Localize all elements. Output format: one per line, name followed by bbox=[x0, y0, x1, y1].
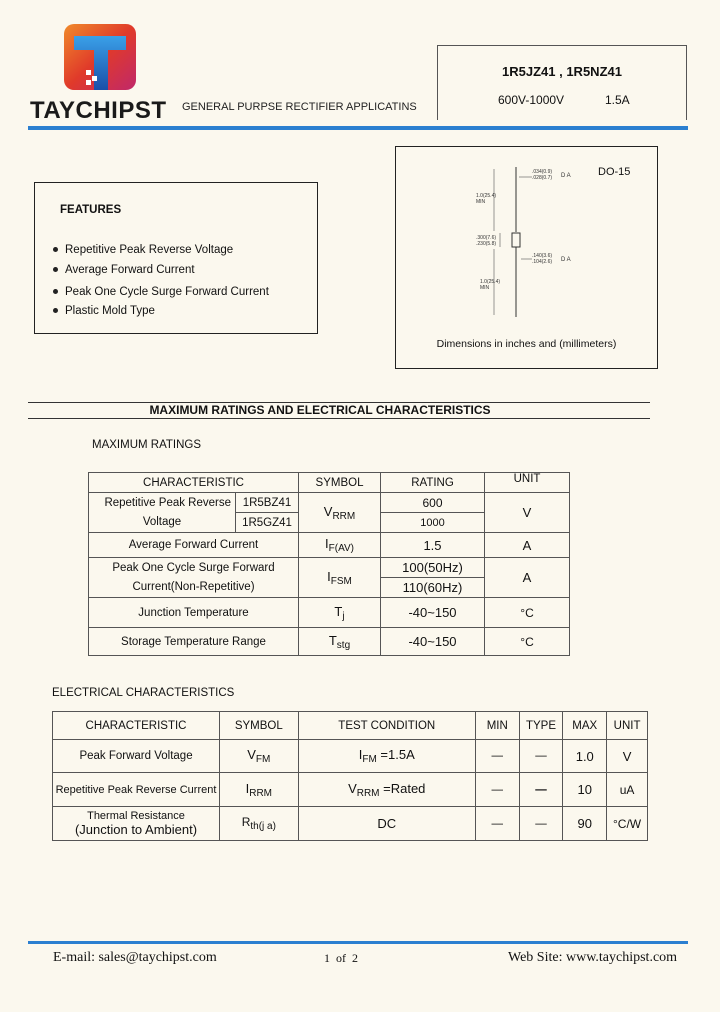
bullet-icon bbox=[53, 267, 58, 272]
rating-cell: 1000 bbox=[381, 513, 485, 533]
char-cell: Peak Forward Voltage bbox=[53, 740, 220, 773]
electrical-table bbox=[52, 711, 648, 841]
features-box bbox=[34, 182, 318, 334]
type-cell: — bbox=[519, 807, 563, 841]
rating-cell: -40~150 bbox=[381, 628, 485, 656]
symbol-cell: $I_{FSM}$ bbox=[299, 558, 381, 598]
max-ratings-table bbox=[88, 472, 570, 656]
min-cell: — bbox=[475, 807, 519, 841]
package-name: DO-15 bbox=[598, 166, 631, 178]
bullet-icon bbox=[53, 247, 58, 252]
part-numbers: 1R5JZ41 , 1R5NZ41 bbox=[502, 64, 622, 79]
symbol-cell: $T_{stg}$ bbox=[299, 628, 381, 656]
logo-mark-icon bbox=[60, 22, 140, 94]
header-cell: SYMBOL bbox=[299, 473, 381, 493]
part-number-box bbox=[437, 45, 687, 120]
char-line: Thermal Resistance bbox=[87, 810, 185, 822]
min-cell: — bbox=[475, 740, 519, 773]
symbol-cell: $I_{RRM}$ bbox=[220, 773, 299, 807]
package-drawing bbox=[396, 147, 657, 368]
table-row bbox=[89, 598, 570, 628]
footer-divider bbox=[28, 941, 688, 944]
table-header-row bbox=[53, 712, 648, 740]
header-subtitle: GENERAL PURPSE RECTIFIER APPLICATINS bbox=[182, 101, 417, 113]
feature-item: Repetitive Peak Reverse Voltage bbox=[53, 244, 233, 256]
char-cell: Average Forward Current bbox=[89, 533, 299, 558]
header-cell: UNIT bbox=[485, 473, 570, 493]
char-cell: Voltage bbox=[89, 513, 236, 533]
section-title: MAXIMUM RATINGS AND ELECTRICAL CHARACTERISTICS bbox=[149, 403, 491, 417]
unit-cell: V bbox=[485, 493, 570, 533]
max-cell: 10 bbox=[563, 773, 607, 807]
type-cell: — bbox=[519, 740, 563, 773]
symbol-cell: $V_{RRM}$ bbox=[299, 493, 381, 533]
footer-website[interactable]: Web Site: www.taychipst.com bbox=[508, 950, 678, 965]
header-cell: MAX bbox=[563, 712, 607, 740]
table-row bbox=[89, 628, 570, 656]
symbol-cell: $V_{FM}$ bbox=[220, 740, 299, 773]
header-divider bbox=[28, 126, 688, 130]
spec-voltage: 600V-1000V bbox=[498, 93, 565, 107]
table-row bbox=[53, 740, 648, 773]
feature-item: Average Forward Current bbox=[53, 264, 195, 276]
part-cell: 1R5BZ41 bbox=[236, 493, 299, 513]
char-line: (Junction to Ambient) bbox=[74, 822, 198, 837]
char-cell: Repetitive Peak Reverse bbox=[89, 493, 236, 513]
char-cell: Repetitive Peak Reverse Current bbox=[53, 773, 220, 807]
table-header-row bbox=[89, 473, 570, 493]
diode-body bbox=[512, 233, 520, 247]
unit-cell: V bbox=[607, 740, 648, 773]
dim-body-len: .300(7.6) .230(5.8) bbox=[476, 235, 497, 247]
condition-cell: $V_{RRM}$ =Rated bbox=[298, 773, 475, 807]
symbol-cell: $R_{th(j a)}$ bbox=[220, 807, 299, 841]
condition-cell: $I_{FM} =1.5A$ bbox=[298, 740, 475, 773]
electrical-label: ELECTRICAL CHARACTERISTICS bbox=[52, 687, 235, 699]
rating-cell: 100(50Hz) bbox=[381, 558, 485, 578]
char-cell: Storage Temperature Range bbox=[89, 628, 299, 656]
max-cell: 90 bbox=[563, 807, 607, 841]
dim-lead-dia: .034(0.9) .028(0.7) bbox=[532, 169, 553, 181]
package-caption: Dimensions in inches and (millimeters) bbox=[436, 338, 617, 350]
feature-item: Plastic Mold Type bbox=[53, 305, 155, 317]
section-rule-bottom bbox=[28, 418, 650, 419]
feature-item: Peak One Cycle Surge Forward Current bbox=[53, 286, 269, 298]
table-row bbox=[53, 807, 648, 841]
type-cell: — bbox=[519, 773, 563, 807]
table-row bbox=[89, 558, 570, 578]
dim-body-dia: .140(3.6) .104(2.6) bbox=[532, 253, 553, 265]
rating-cell: 1.5 bbox=[381, 533, 485, 558]
unit-cell: °C bbox=[485, 628, 570, 656]
unit-cell: uA bbox=[607, 773, 648, 807]
bullet-icon bbox=[53, 308, 58, 313]
unit-cell: A bbox=[485, 533, 570, 558]
min-cell: — bbox=[475, 773, 519, 807]
dim-body-dia-unit: D A bbox=[561, 257, 571, 263]
bullet-icon bbox=[53, 289, 58, 294]
dim-lead-dia-unit: D A bbox=[561, 173, 571, 179]
max-ratings-label: MAXIMUM RATINGS bbox=[92, 439, 202, 451]
header-cell: CHARACTERISTIC bbox=[89, 473, 299, 493]
table-row bbox=[89, 493, 570, 513]
symbol-cell: $I_{F(AV)}$ bbox=[299, 533, 381, 558]
condition-cell: DC bbox=[298, 807, 475, 841]
spec-current: 1.5A bbox=[605, 93, 630, 107]
table-row bbox=[89, 533, 570, 558]
symbol-cell: $T_j$ bbox=[299, 598, 381, 628]
char-cell: Peak One Cycle Surge Forward bbox=[89, 558, 299, 578]
part-cell: 1R5GZ41 bbox=[236, 513, 299, 533]
header-cell: UNIT bbox=[607, 712, 648, 740]
unit-cell: A bbox=[485, 558, 570, 598]
rating-cell: -40~150 bbox=[381, 598, 485, 628]
header-cell: MIN bbox=[475, 712, 519, 740]
rating-cell: 600 bbox=[381, 493, 485, 513]
char-cell bbox=[53, 807, 220, 841]
dim-lead-len-top: 1.0(25.4) MIN bbox=[476, 193, 497, 205]
footer-email[interactable]: E-mail: sales@taychipst.com bbox=[53, 950, 217, 965]
rating-cell: 110(60Hz) bbox=[381, 578, 485, 598]
table-row bbox=[53, 773, 648, 807]
char-cell: Junction Temperature bbox=[89, 598, 299, 628]
page-number: 1 of 2 bbox=[324, 951, 358, 965]
char-cell: Current(Non-Repetitive) bbox=[89, 578, 299, 598]
dim-lead-len-bottom: 1.0(25.4) MIN bbox=[480, 279, 501, 291]
package-outline-box bbox=[395, 146, 658, 369]
header-cell: TYPE bbox=[519, 712, 563, 740]
unit-cell: °C bbox=[485, 598, 570, 628]
max-cell: 1.0 bbox=[563, 740, 607, 773]
brand-name: TAYCHIPST bbox=[30, 97, 167, 124]
unit-cell: °C/W bbox=[607, 807, 648, 841]
header-cell: SYMBOL bbox=[220, 712, 299, 740]
company-logo bbox=[60, 22, 140, 94]
header-cell: CHARACTERISTIC bbox=[53, 712, 220, 740]
header-cell: TEST CONDITION bbox=[298, 712, 475, 740]
features-title: FEATURES bbox=[60, 204, 122, 216]
header-cell: RATING bbox=[381, 473, 485, 493]
